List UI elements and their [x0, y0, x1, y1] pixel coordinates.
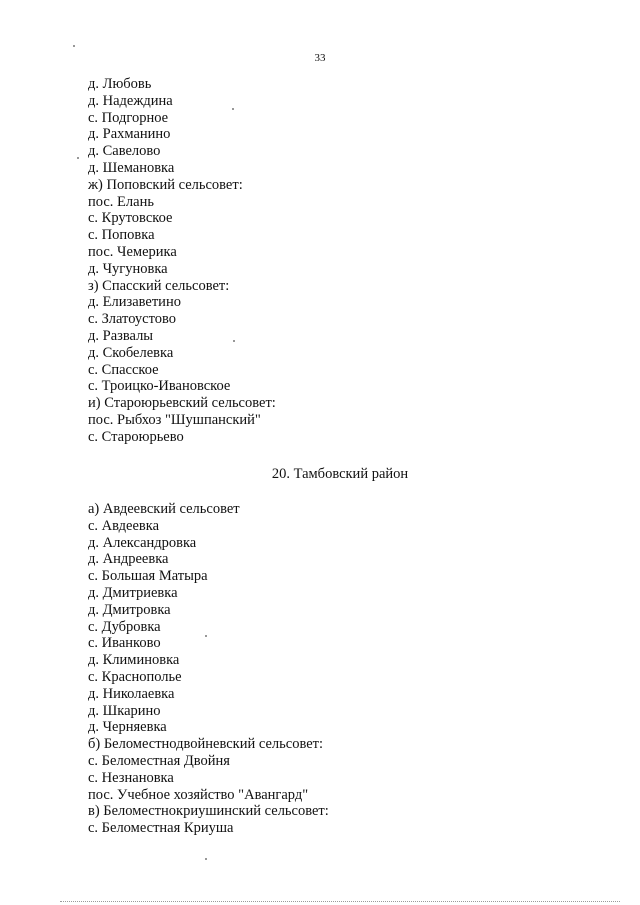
list-item: а) Авдеевский сельсовет: [88, 501, 240, 517]
list-item: д. Андреевка: [88, 551, 169, 568]
list-item: д. Скобелевка: [88, 344, 174, 361]
list-item: с. Подгорное: [88, 109, 169, 126]
list-item: з) Спасский сельсовет:: [88, 277, 230, 294]
list-item: пос. Рыбхоз "Шушпанский": [88, 411, 261, 428]
list-item: с. Златоустово: [88, 311, 176, 328]
list-item: в) Беломестнокриушинский сельсовет:: [88, 803, 329, 820]
list-item: с. Большая Матыра: [88, 568, 208, 585]
list-item: ж) Поповский сельсовет:: [88, 176, 243, 193]
list-item: д. Шкарино: [88, 702, 161, 719]
list-item: с. Дубровка: [88, 618, 161, 635]
list-item: с. Поповка: [88, 227, 155, 244]
list-item: б) Беломестнодвойневский сельсовет:: [88, 736, 324, 753]
scan-speck: [233, 340, 235, 342]
list-item: и) Староюрьевский сельсовет:: [88, 395, 276, 412]
list-item: с. Беломестная Криуша: [88, 820, 234, 837]
list-item: пос. Учебное хозяйство "Авангард": [88, 786, 309, 803]
list-item: д. Александровка: [88, 534, 197, 551]
list-item: д. Савелово: [88, 143, 161, 160]
list-item: д. Дмитриевка: [88, 584, 178, 601]
list-item: д. Чугуновка: [88, 260, 168, 277]
list-item: с. Иванково: [88, 635, 161, 652]
scan-speck: [232, 108, 234, 110]
list-item: д. Дмитровка: [88, 601, 171, 618]
list-item: д. Рахманино: [88, 126, 171, 143]
list-item: пос. Чемерика: [88, 243, 177, 260]
section-heading: 20. Тамбовский район: [271, 466, 409, 482]
scan-edge-line: [60, 901, 620, 903]
list-item: пос. Елань: [88, 193, 154, 210]
list-item: с. Беломестная Двойня: [88, 752, 230, 769]
scan-speck: [205, 635, 207, 637]
list-item: с. Незнановка: [88, 769, 174, 786]
list-item: с. Спасское: [88, 361, 159, 378]
list-item: д. Черняевка: [88, 719, 167, 736]
list-item: с. Староюрьево: [88, 428, 184, 445]
list-item: д. Климиновка: [88, 652, 180, 669]
settlement-list-top: [88, 76, 276, 446]
list-item: с. Крутовское: [88, 210, 173, 227]
list-item: с. Троицко-Ивановское: [88, 378, 231, 395]
page-number: 33: [314, 52, 326, 64]
scan-speck: [205, 858, 207, 860]
list-item: д. Надеждина: [88, 92, 173, 109]
list-item: д. Развалы: [88, 327, 154, 344]
list-item: д. Елизаветино: [88, 294, 181, 311]
list-item: д. Любовь: [88, 76, 152, 92]
list-item: с. Краснополье: [88, 668, 182, 685]
scan-speck: [73, 45, 75, 47]
list-item: с. Авдеевка: [88, 517, 159, 534]
scan-speck: [77, 157, 79, 159]
settlement-list-bottom: [88, 501, 329, 837]
list-item: д. Николаевка: [88, 685, 175, 702]
list-item: д. Шемановка: [88, 159, 175, 176]
